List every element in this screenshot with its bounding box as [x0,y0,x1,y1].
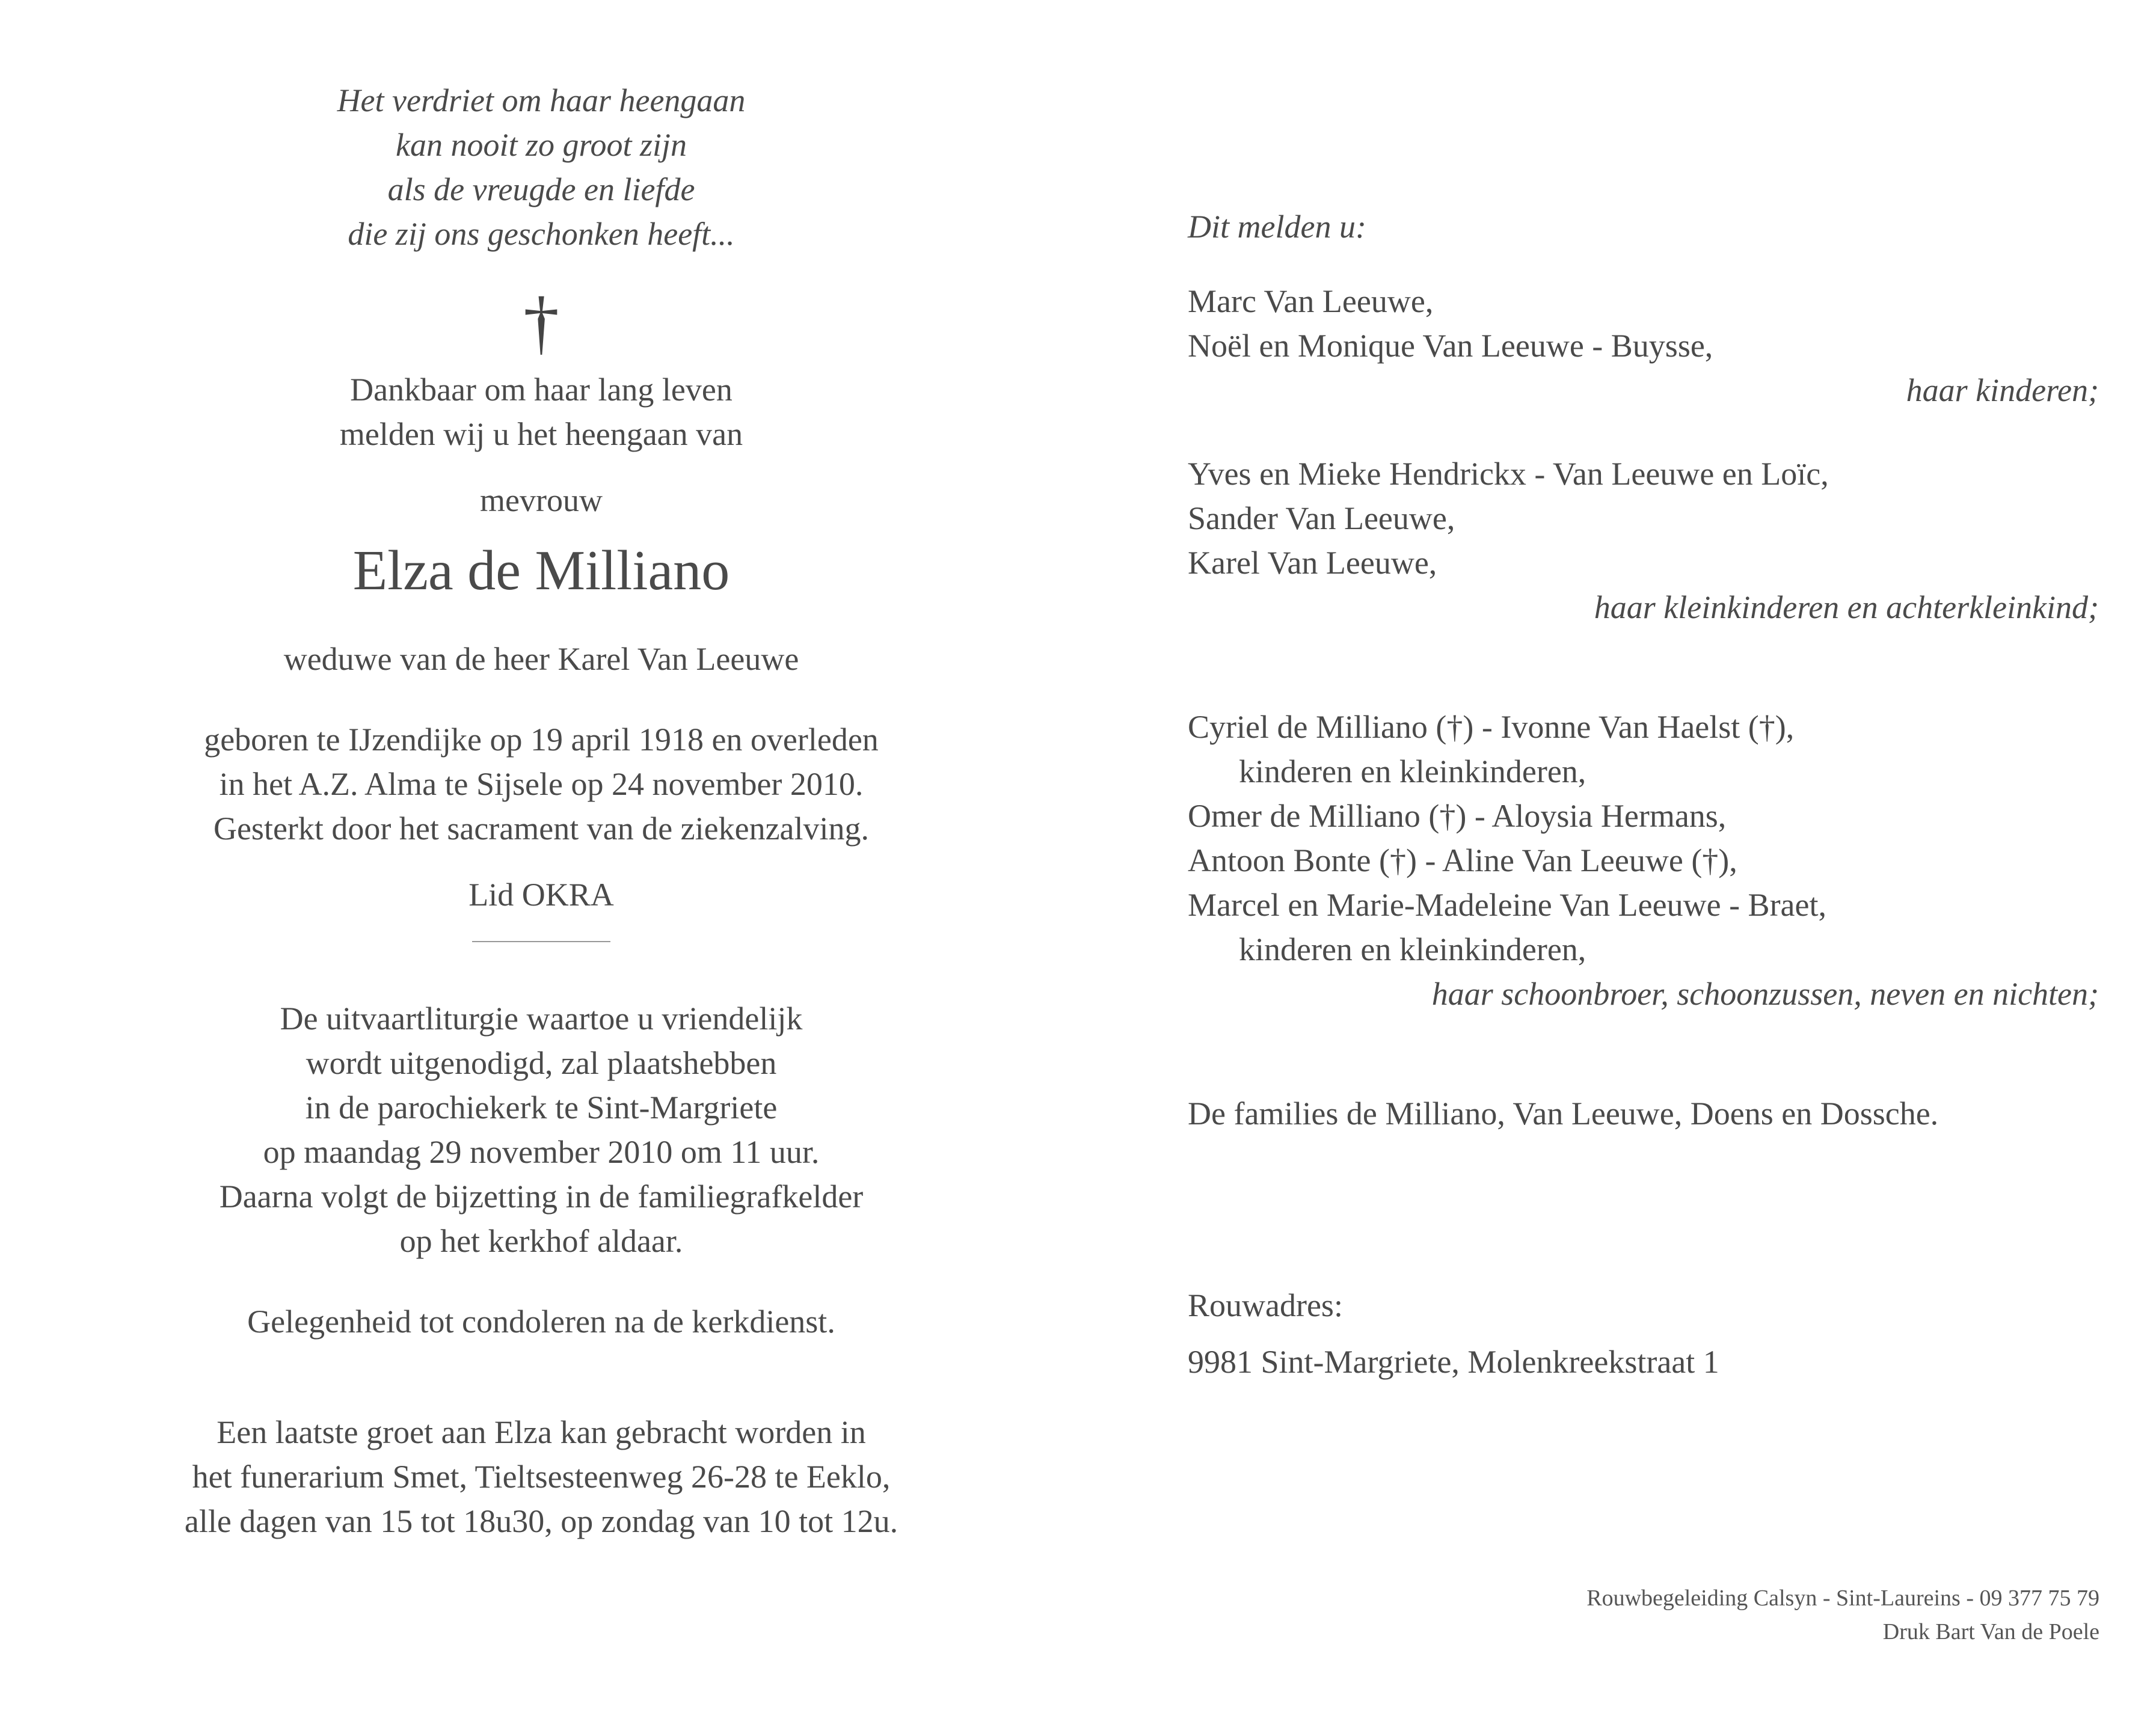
funeral-line: in de parochiekerk te Sint-Margriete [305,1089,778,1126]
grandchild-line: Sander Van Leeuwe, [1188,500,1455,536]
birth-death-line: geboren te IJzendijke op 19 april 1918 en overleden [204,722,879,758]
in-law-line: kinderen en kleinkinderen, [1239,753,1586,789]
in-law-line: Marcel en Marie-Madeleine Van Leeuwe - Braet, [1188,887,1826,923]
intro-line: Dankbaar om haar lang leven [350,372,732,408]
families-line: De families de Milliano, Van Leeuwe, Doens en Dossche. [1188,1096,1939,1132]
in-law-line: Cyriel de Milliano (†) - Ivonne Van Haelst (†), [1188,709,1795,745]
in-laws-label: haar schoonbroer, schoonzussen, neven en nichten; [1431,976,2099,1012]
birth-death-line: Gesterkt door het sacrament van de ziekenzalving. [213,811,870,847]
poem-line: die zij ons geschonken heeft... [348,216,735,252]
funeral-line: Daarna volgt de bijzetting in de familiegrafkelder [219,1178,864,1215]
funeral-line: wordt uitgenodigd, zal plaatshebben [306,1045,777,1081]
last-greeting-line: het funerarium Smet, Tieltsesteenweg 26-28 te Eeklo, [192,1459,891,1495]
honorific: mevrouw [480,482,603,518]
funeral-line: De uitvaartliturgie waartoe u vriendelijk [280,1001,803,1037]
footer-line: Druk Bart Van de Poele [1882,1619,2099,1644]
footer-line: Rouwbegeleiding Calsyn - Sint-Laureins - 09 377 75 79 [1586,1586,2099,1611]
membership: Lid OKRA [468,877,614,913]
cross-icon: † [523,282,559,362]
in-law-line: Omer de Milliano (†) - Aloysia Hermans, [1188,798,1727,834]
poem [78,78,1004,256]
condolences-line: Gelegenheid tot condoleren na de kerkdienst. [247,1304,835,1340]
grandchild-line: Karel Van Leeuwe, [1188,545,1437,581]
poem-line: als de vreugde en liefde [387,171,695,207]
right-column [1188,78,2099,1384]
in-law-line: Antoon Bonte (†) - Aline Van Leeuwe (†), [1188,842,1737,878]
last-greeting-line: Een laatste groet aan Elza kan gebracht worden in [217,1414,866,1450]
deceased-name: Elza de Milliano [352,539,730,602]
divider [472,941,610,942]
children-label: haar kinderen; [1906,372,2099,408]
funeral-line: op maandag 29 november 2010 om 11 uur. [263,1134,820,1170]
in-law-line: kinderen en kleinkinderen, [1239,931,1586,967]
grandchildren-label: haar kleinkinderen en achterkleinkind; [1594,589,2099,625]
address-label: Rouwadres: [1188,1287,1343,1323]
announce-header: Dit melden u: [1188,209,1366,245]
widow-line: weduwe van de heer Karel Van Leeuwe [283,641,799,677]
child-line: Marc Van Leeuwe, [1188,283,1434,319]
grandchild-line: Yves en Mieke Hendrickx - Van Leeuwe en Loïc, [1188,456,1829,492]
address-line: 9981 Sint-Margriete, Molenkreekstraat 1 [1188,1344,1719,1380]
intro-line: melden wij u het heengaan van [339,416,743,452]
printer-footer [1586,1581,2099,1649]
poem-line: Het verdriet om haar heengaan [337,82,746,118]
poem-line: kan nooit zo groot zijn [395,127,687,163]
last-greeting-line: alle dagen van 15 tot 18u30, op zondag van 10 tot 12u. [184,1503,898,1539]
child-line: Noël en Monique Van Leeuwe - Buysse, [1188,328,1713,364]
left-column [78,78,1004,1543]
funeral-line: op het kerkhof aldaar. [399,1223,683,1259]
birth-death-line: in het A.Z. Alma te Sijsele op 24 november 2010. [219,766,864,802]
